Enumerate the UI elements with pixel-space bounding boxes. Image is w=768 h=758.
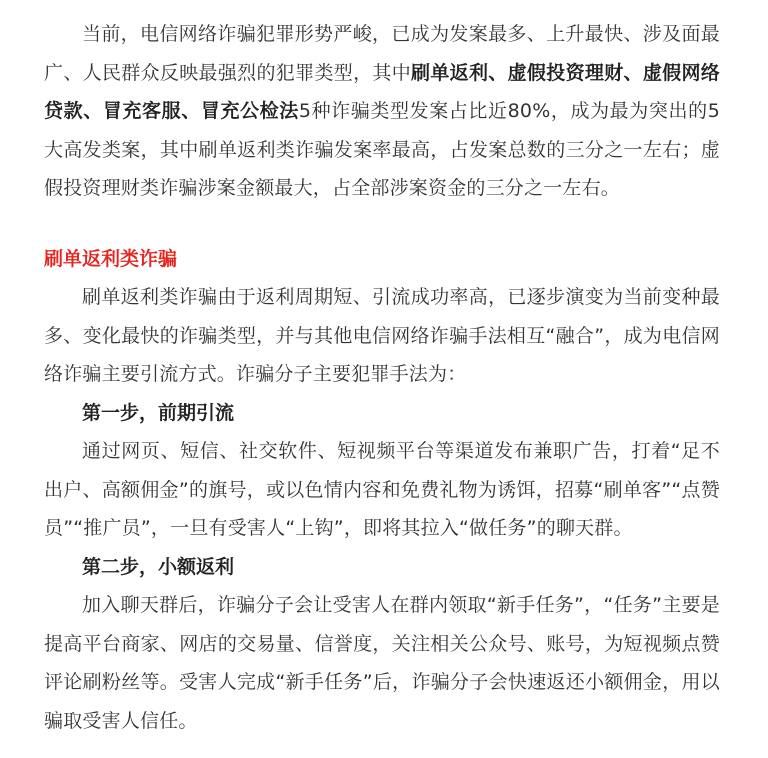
step-2-text: 加入聊天群后，诈骗分子会让受害人在群内领取“新手任务”，“任务”主要是提高平台商家、网店的交易量、信誉度，关注相关公众号、账号，为短视频点赞评论刷粉丝等。受害人完成“新手任务”后，诈骗分子会快速返还小额佣金，用以骗取受害人信任。 [44, 594, 720, 732]
intro-text-part1: 当前，电信网络诈骗犯罪形势严峻，已成为发案最多、上升最快、涉及面最广、人民群众反映最强烈的犯罪类型，其中 [44, 23, 720, 84]
section-description: 刷单返利类诈骗由于返利周期短、引流成功率高，已逐步演变为当前变种最多、变化最快的诈骗类型，并与其他电信网络诈骗手法相互“融合”，成为电信网络诈骗主要引流方式。诈骗分子主要犯罪手法为： [44, 286, 720, 385]
intro-paragraph [44, 15, 720, 208]
step-1-text: 通过网页、短信、社交软件、短视频平台等渠道发布兼职广告，打着“足不出户、高额佣金”的旗号，或以色情内容和免费礼物为诱饵，招募“刷单客”“点赞员”“推广员”，一旦有受害人“上钩”，即将其拉入“做任务”的聊天群。 [44, 440, 720, 539]
intro-text-part2: 5种诈骗类型发案占比近80%，成为最为突出的5大高发类案，其中刷单返利类诈骗发案率最高，占发案总数的三分之一左右；虚假投资理财类诈骗涉案金额最大，占全部涉案资金的三分之一左右。 [44, 100, 720, 199]
section-title: 刷单返利类诈骗 [44, 247, 178, 270]
step-1-title: 第一步，前期引流 [82, 401, 235, 424]
article-body [44, 15, 720, 740]
step-2-title: 第二步，小额返利 [82, 555, 235, 578]
intro-bold-fraud-types: 刷单返利、虚假投资理财、虚假网络贷款、冒充客服、冒充公检法 [44, 61, 720, 122]
section-spacer [44, 208, 720, 240]
